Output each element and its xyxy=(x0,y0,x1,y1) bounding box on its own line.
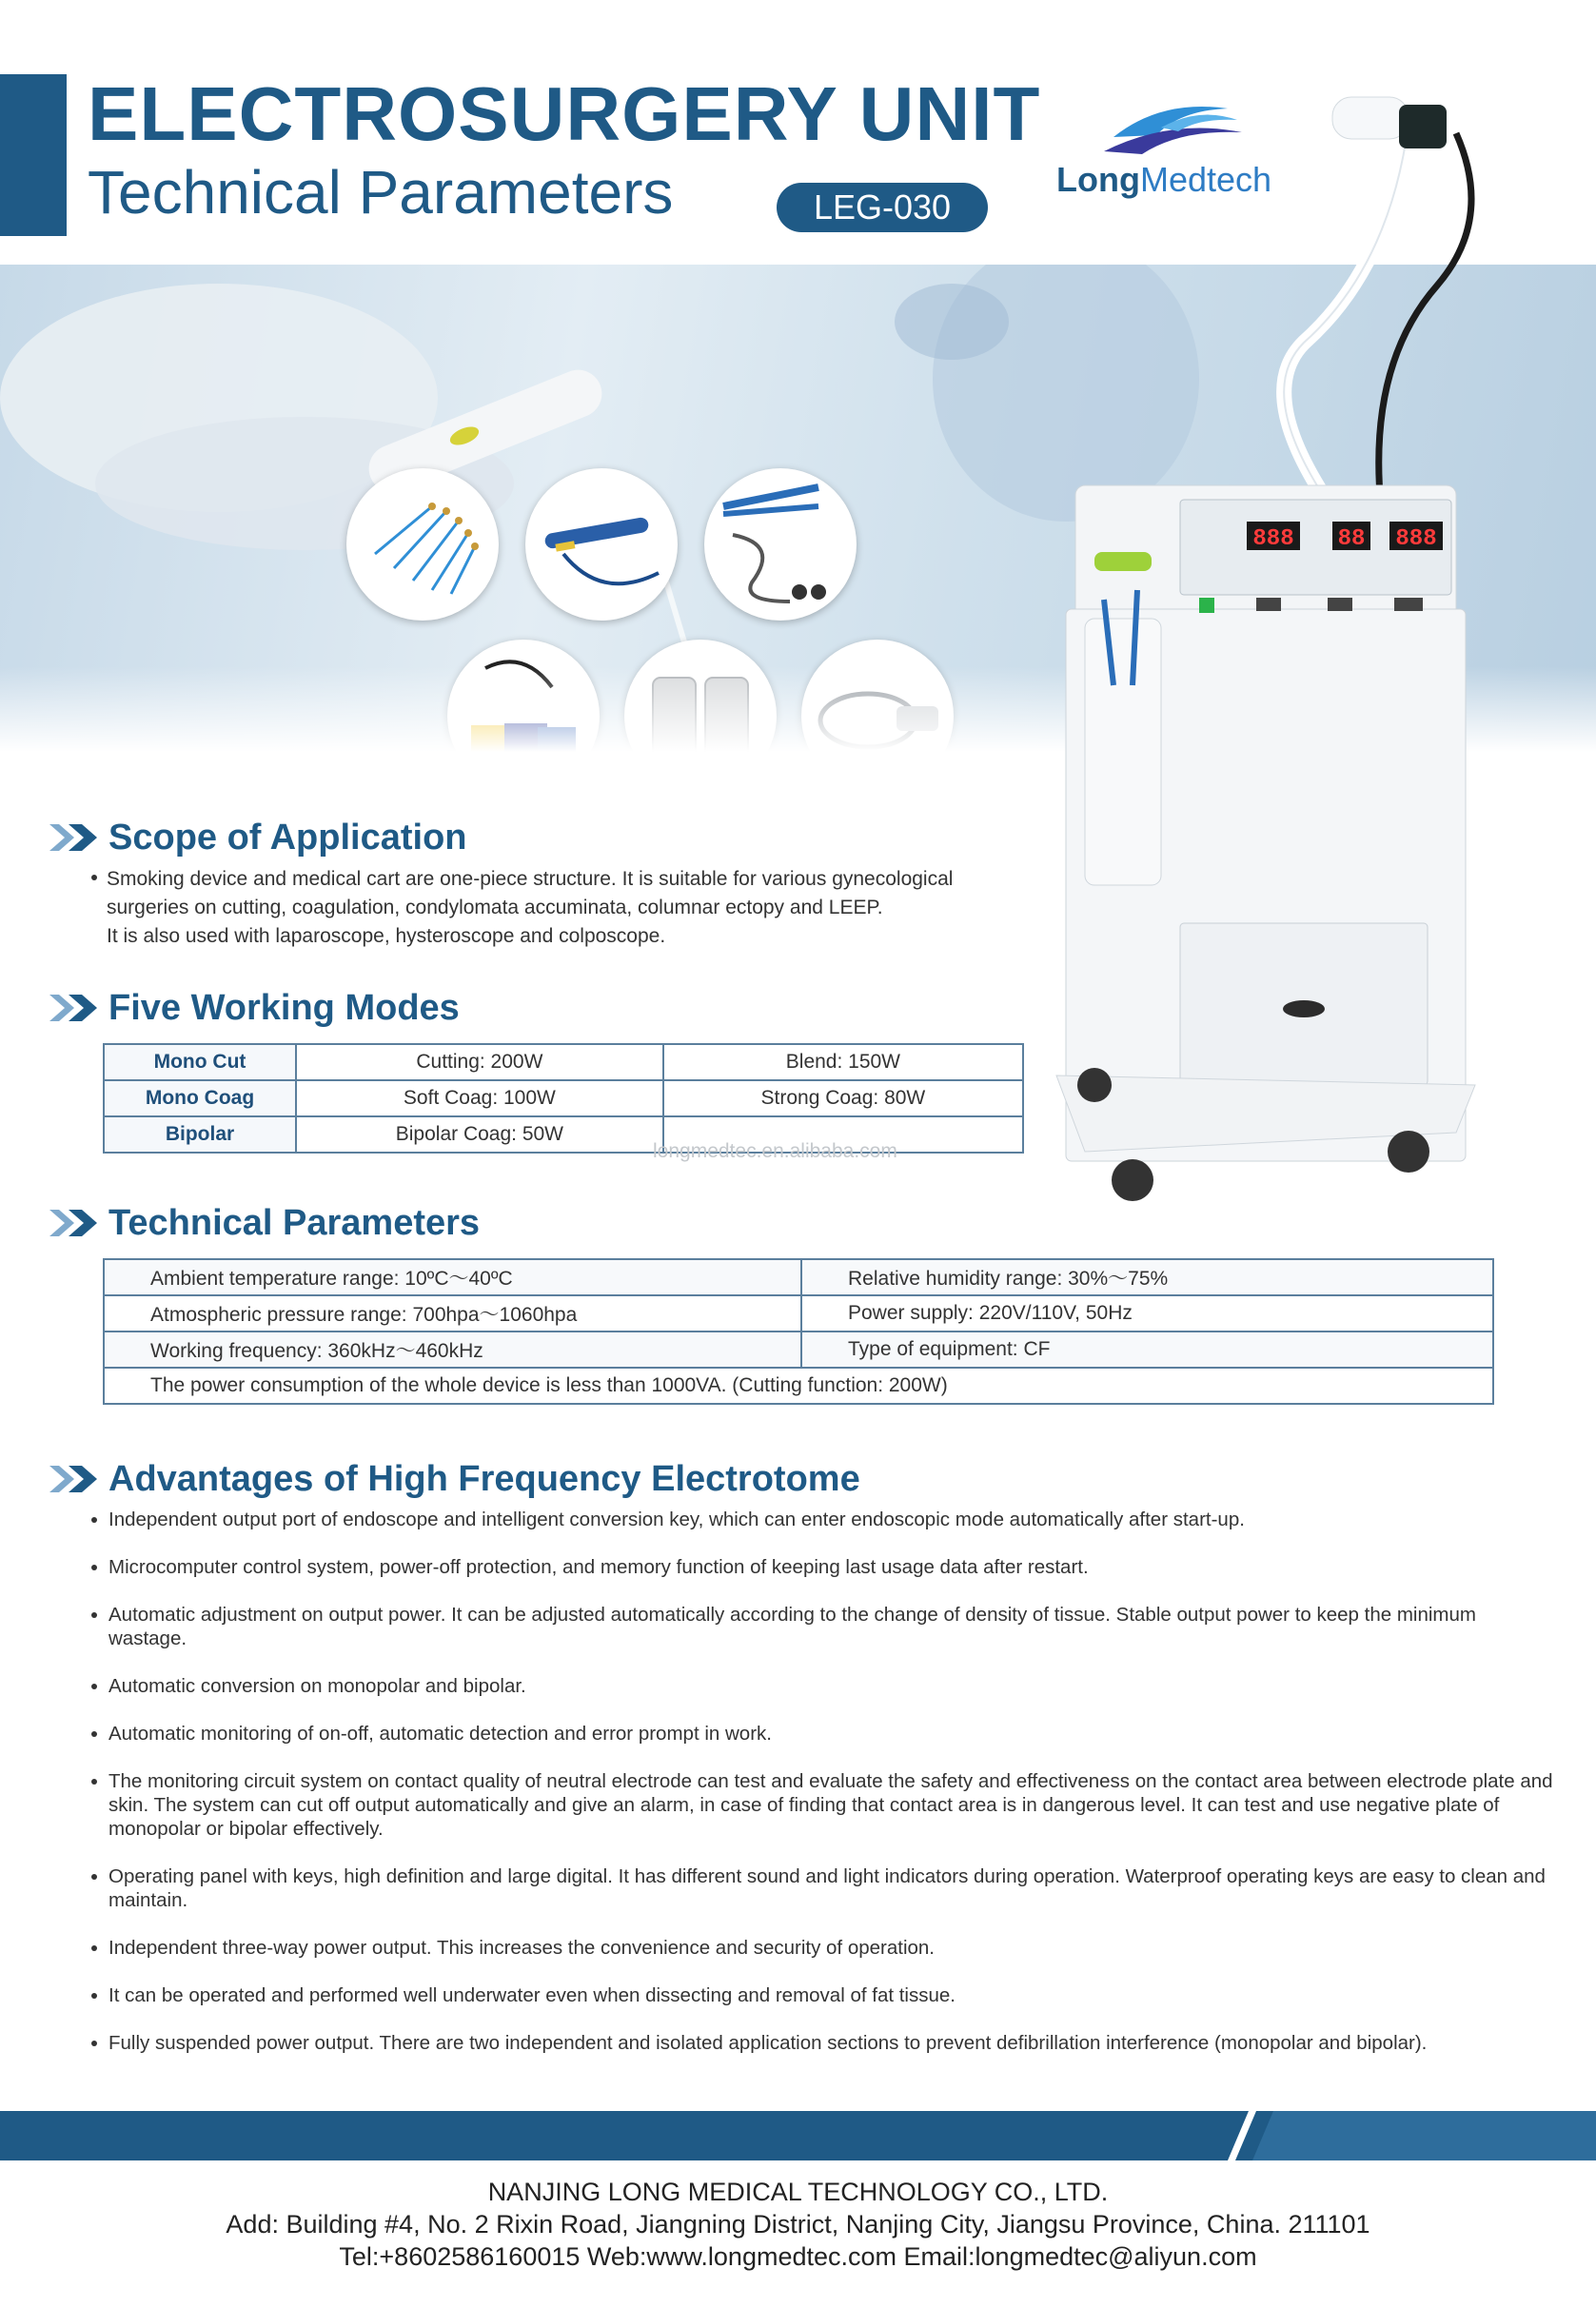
chevron-right-icon xyxy=(49,1464,107,1494)
table-row xyxy=(104,1332,1493,1368)
mode-value: Cutting: 200W xyxy=(296,1044,663,1080)
pencil-handpiece-image xyxy=(525,468,678,621)
table-row xyxy=(104,1295,1493,1332)
list-item: Fully suspended power output. There are two independent and isolated application sections to prevent defibrillation interference (monopolar and bipolar). xyxy=(91,2031,1557,2055)
footer-address: Add: Building #4, No. 2 Rixin Road, Jiangning District, Nanjing City, Jiangsu Province, China. 211101 xyxy=(226,2210,1370,2239)
list-item: Microcomputer control system, power-off protection, and memory function of keeping last usage data after restart. xyxy=(91,1555,1557,1579)
footer-contact: Tel:+8602586160015 Web:www.longmedtec.com Email:longmedtec@aliyun.com xyxy=(339,2242,1257,2271)
param-cell: Type of equipment: CF xyxy=(801,1332,1493,1368)
display-coag: 88 xyxy=(1337,526,1366,552)
list-item: Automatic conversion on monopolar and bipolar. xyxy=(91,1674,1557,1698)
list-item: The monitoring circuit system on contact quality of neutral electrode can test and evaluate the safety and effectiveness on the contact area between electrode plate and skin. The system can cut off output automatically and give an alarm, in case of finding that contact area is in dangerous level. It can test and use negative plate of monopolar or bipolar effectively. xyxy=(91,1769,1557,1841)
mode-value: Bipolar Coag: 50W xyxy=(296,1116,663,1153)
table-row xyxy=(104,1259,1493,1295)
chevron-right-icon xyxy=(49,822,107,853)
mode-value: Soft Coag: 100W xyxy=(296,1080,663,1116)
logo-text: LongMedtech xyxy=(1056,160,1272,199)
list-item: Operating panel with keys, high definition and large digital. It has different sound and light indicators during operation. Waterproof operating keys are easy to clean and maintain. xyxy=(91,1864,1557,1912)
bipolar-forceps-image xyxy=(704,468,857,621)
list-item: Independent three-way power output. This increases the convenience and security of operation. xyxy=(91,1936,1557,1960)
param-cell: Working frequency: 360kHz～460kHz xyxy=(104,1332,801,1368)
header-accent-bar xyxy=(0,74,67,236)
param-cell: Power supply: 220V/110V, 50Hz xyxy=(801,1295,1493,1332)
mode-label: Mono Cut xyxy=(104,1044,296,1080)
footer-company: NANJING LONG MEDICAL TECHNOLOGY CO., LTD. xyxy=(487,2178,1109,2206)
table-row xyxy=(104,1080,1023,1116)
table-row xyxy=(104,1044,1023,1080)
working-modes-table xyxy=(103,1043,1024,1154)
table-row xyxy=(104,1368,1493,1404)
param-cell: Atmospheric pressure range: 700hpa～1060hpa xyxy=(104,1295,801,1332)
mode-value: Blend: 150W xyxy=(663,1044,1023,1080)
page-title: ELECTROSURGERY UNIT xyxy=(88,71,1041,156)
device-cart-image xyxy=(1047,76,1485,1218)
chevron-right-icon xyxy=(49,1208,107,1238)
scope-text: Smoking device and medical cart are one-piece structure. It is suitable for various gynecological surgeries on cutting, coagulation, condylomata accuminata, columnar ectopy and LEEP. It is also used with laparoscope, hysteroscope and colposcope. xyxy=(91,865,953,951)
list-item: It can be operated and performed well underwater even when dissecting and removal of fat tissue. xyxy=(91,1983,1557,2007)
param-cell: The power consumption of the whole device is less than 1000VA. (Cutting function: 200W) xyxy=(104,1368,1493,1404)
watermark: longmedtec.en.alibaba.com xyxy=(653,1140,897,1162)
mode-label: Mono Coag xyxy=(104,1080,296,1116)
display-cut: 888 xyxy=(1252,526,1294,552)
mode-label: Bipolar xyxy=(104,1116,296,1153)
page-subtitle: Technical Parameters xyxy=(88,158,674,227)
list-item: Independent output port of endoscope and intelligent conversion key, which can enter endoscopic mode automatically after start-up. xyxy=(91,1508,1557,1531)
model-badge: LEG-030 xyxy=(777,183,988,232)
param-cell: Ambient temperature range: 10ºC～40ºC xyxy=(104,1259,801,1295)
display-bipolar: 888 xyxy=(1395,526,1437,552)
list-item: Automatic adjustment on output power. It can be adjusted automatically according to the change of density of tissue. Stable output power to keep the minimum wastage. xyxy=(91,1603,1557,1650)
footer-band-accent xyxy=(1252,2111,1596,2160)
mode-value: Strong Coag: 80W xyxy=(663,1080,1023,1116)
chevron-right-icon xyxy=(49,993,107,1023)
technical-parameters-table xyxy=(103,1258,1494,1405)
electrode-tips-image xyxy=(346,468,499,621)
advantages-list xyxy=(91,1508,1557,2055)
param-cell: Relative humidity range: 30%～75% xyxy=(801,1259,1493,1295)
list-item: Automatic monitoring of on-off, automatic detection and error prompt in work. xyxy=(91,1722,1557,1746)
